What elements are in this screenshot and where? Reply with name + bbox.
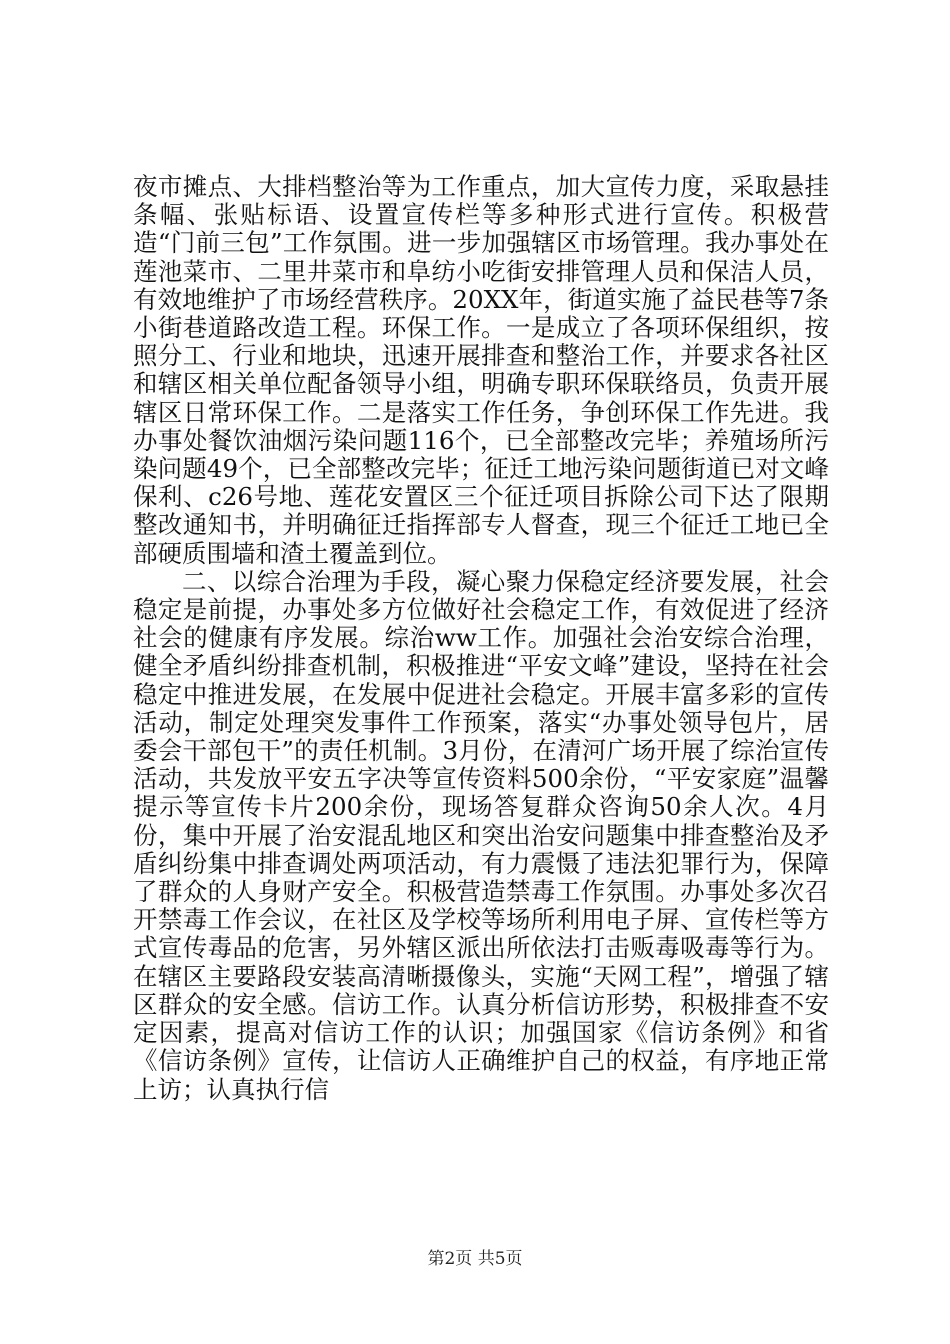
paragraph-2: 二、以综合治理为手段，凝心聚力保稳定经济要发展，社会稳定是前提，办事处多方位做好社会稳定工作，有效促进了经济社会的健康有序发展。综治ww工作。加强社会治安综合治理，健全矛盾纠纷排查机制，积极推进“平安文峰”建设，坚持在社会稳定中推进发展，在发展中促进社会稳定。开展丰富多彩的宣传活动，制定处理突发事件工作预案，落实“办事处领导包片，居委会干部包干”的责任机制。3月份，在清河广场开展了综治宣传活动，共发放平安五字决等宣传资料500余份，“平安家庭”温馨提示等宣传卡片200余份，现场答复群众咨询50余人次。4月份，集中开展了治安混乱地区和突出治安问题集中排查整治及矛盾纠纷集中排查调处两项活动，有力震慑了违法犯罪行为，保障了群众的人身财产安全。积极营造禁毒工作氛围。办事处多次召开禁毒工作会议，在社区及学校等场所利用电子屏、宣传栏等方式宣传毒品的危害，另外辖区派出所依法打击贩毒吸毒等行为。在辖区主要路段安装高清晰摄像头，实施“天网工程”，增强了辖区群众的安全感。信访工作。认真分析信访形势，积极排查不安定因素，提高对信访工作的认识；加强国家《信访条例》和省《信访条例》宣传，让信访人正确维护自己的权益，有序地正常上访；认真执行信 (133, 566, 829, 1104)
paragraph-1: 夜市摊点、大排档整治等为工作重点，加大宣传力度，采取悬挂条幅、张贴标语、设置宣传栏等多种形式进行宣传。积极营造“门前三包”工作氛围。进一步加强辖区市场管理。我办事处在莲池菜市、二里井菜市和阜纺小吃街安排管理人员和保洁人员，有效地维护了市场经营秩序。20XX年，街道实施了益民巷等7条小街巷道路改造工程。环保工作。一是成立了各项环保组织，按照分工、行业和地块，迅速开展排查和整治工作，并要求各社区和辖区相关单位配备领导小组，明确专职环保联络员，负责开展辖区日常环保工作。二是落实工作任务，争创环保工作先进。我办事处餐饮油烟污染问题116个，已全部整改完毕；养殖场所污染问题49个，已全部整改完毕；征迁工地污染问题街道已对文峰保利、c26号地、莲花安置区三个征迁项目拆除公司下达了限期整改通知书，并明确征迁指挥部专人督查，现三个征迁工地已全部硬质围墙和渣土覆盖到位。 (133, 172, 829, 568)
document-body (133, 173, 829, 1104)
page-number-footer: 第2页 共5页 (427, 1249, 523, 1269)
